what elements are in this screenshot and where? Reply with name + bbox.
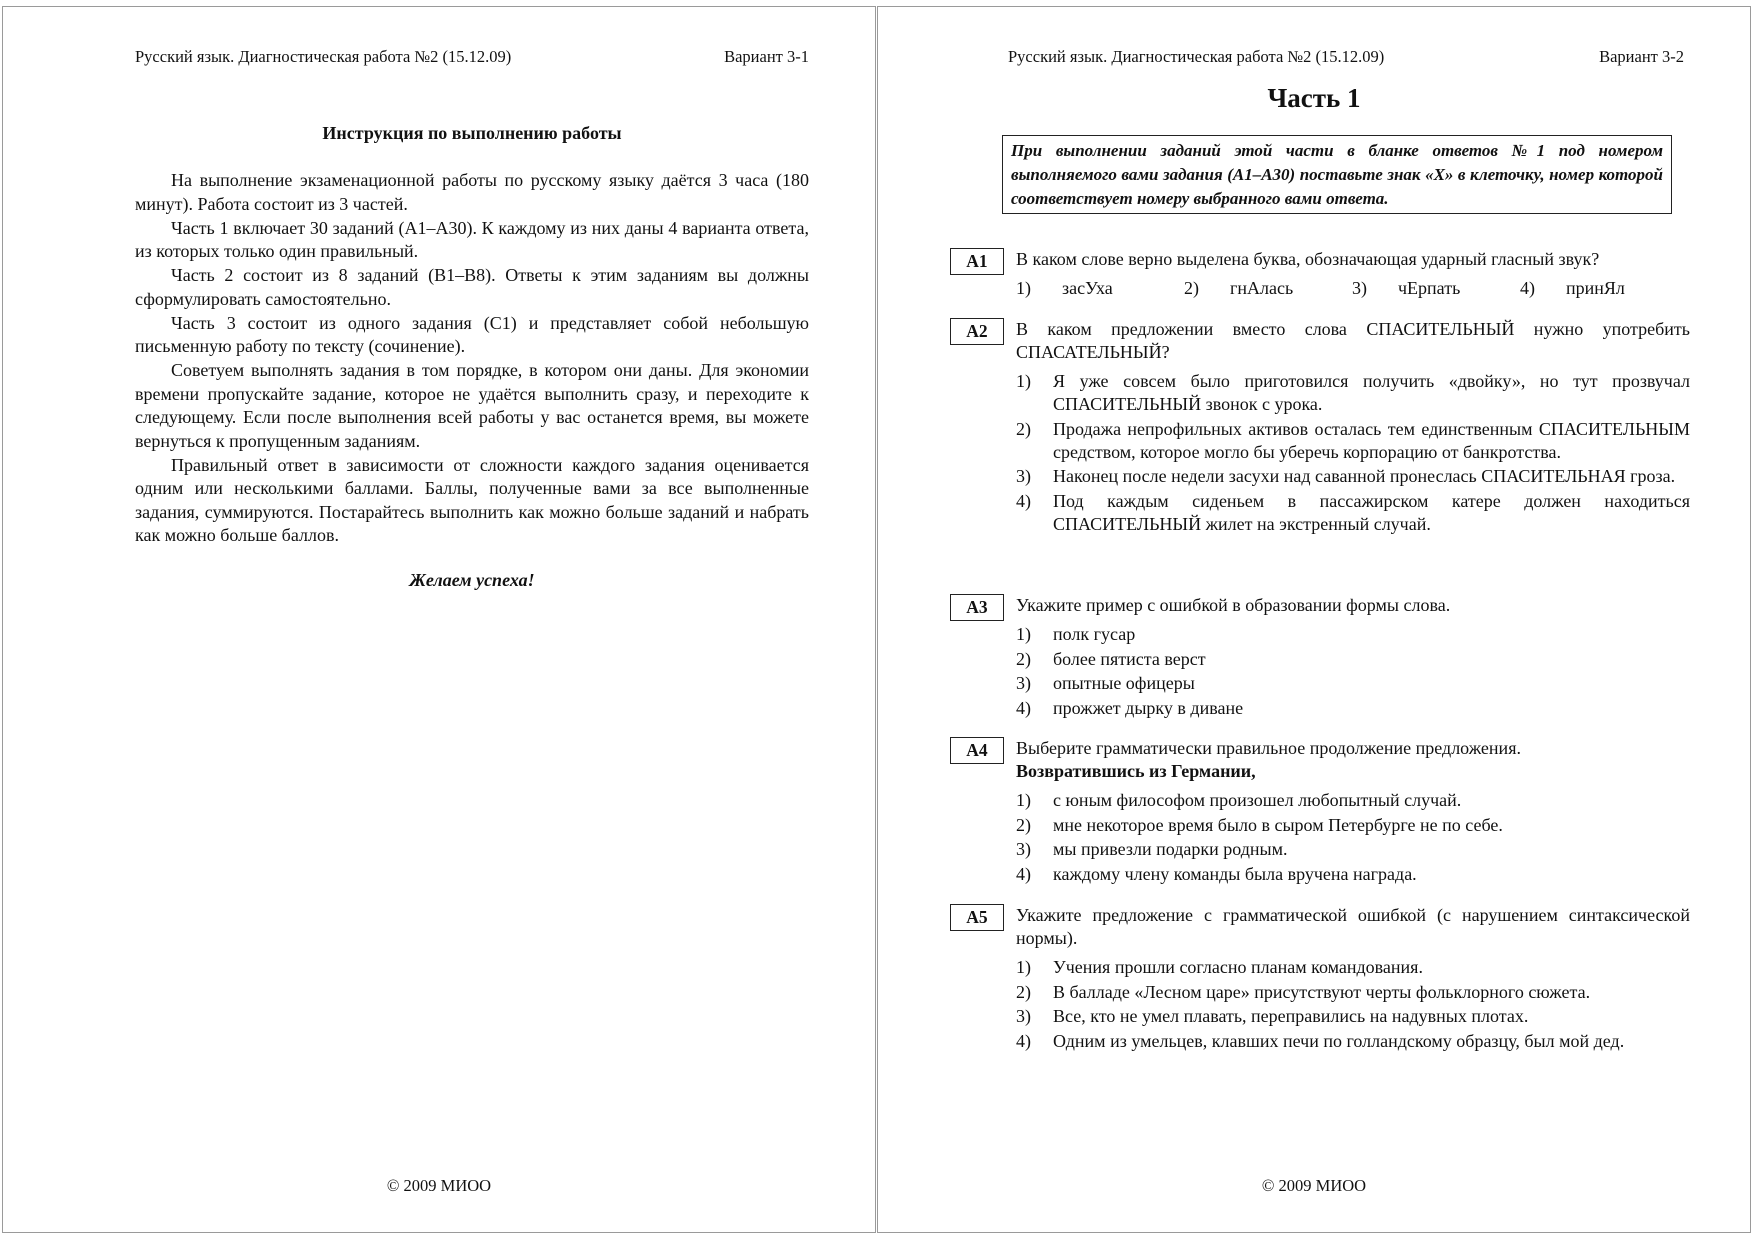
option-text: Под каждым сиденьем в пассажирском катере должен находиться СПАСИТЕЛЬНЫЙ жилет на экстренный случай.	[1053, 490, 1690, 534]
answer-option	[1016, 981, 1690, 1004]
answer-option	[1016, 490, 1690, 536]
option-number: 4)	[1016, 863, 1031, 884]
instructions-body	[135, 169, 809, 548]
answer-option	[1016, 277, 1184, 300]
option-number: 3)	[1016, 673, 1031, 693]
task-label: А5	[950, 904, 1004, 931]
answer-option	[1016, 370, 1690, 416]
option-text: мне некоторое время было в сыром Петербурге не по себе.	[1053, 814, 1503, 835]
option-text: засУха	[1062, 278, 1113, 298]
task-a2	[950, 318, 1690, 537]
task-sentence-start: Возвратившись из Германии,	[1016, 761, 1256, 781]
answer-option	[1016, 956, 1690, 979]
option-text: гнАлась	[1230, 278, 1294, 298]
task-a3	[950, 594, 1690, 721]
option-number: 2)	[1184, 278, 1199, 298]
task-label: А1	[950, 248, 1004, 275]
option-number: 2)	[1016, 648, 1031, 669]
answer-options	[1016, 956, 1690, 1053]
answer-option	[1016, 672, 1690, 695]
instructions-paragraph: Часть 3 состоит из одного задания (С1) и представляет собой небольшую письменную работу по тексту (сочинение).	[135, 312, 809, 356]
option-number: 2)	[1016, 814, 1031, 835]
instructions-paragraph: Часть 1 включает 30 заданий (А1–А30). К каждому из них даны 4 варианта ответа, из которых только один правильный.	[135, 217, 809, 261]
answer-option	[1520, 277, 1688, 300]
header-title: Русский язык. Диагностическая работа №2 (15.12.09)	[1008, 47, 1385, 66]
option-number: 1)	[1016, 957, 1031, 977]
answer-options	[1016, 277, 1690, 300]
option-number: 3)	[1016, 1006, 1031, 1026]
answer-options	[1016, 370, 1690, 536]
option-text: Учения прошли согласно планам командования.	[1053, 957, 1423, 977]
option-text: Все, кто не умел плавать, переправились на надувных плотах.	[1053, 1006, 1529, 1026]
option-number: 3)	[1016, 466, 1031, 486]
option-number: 1)	[1016, 790, 1031, 810]
task-question: Выберите грамматически правильное продолжение предложения.	[1016, 738, 1521, 758]
option-number: 4)	[1016, 697, 1031, 718]
option-number: 1)	[1016, 371, 1031, 391]
option-text: опытные офицеры	[1053, 673, 1195, 693]
page-header	[1008, 47, 1684, 67]
page-footer: © 2009 МИОО	[386, 1176, 492, 1195]
answer-option	[1016, 863, 1690, 886]
answer-option	[1016, 697, 1690, 720]
option-text: чЕрпать	[1398, 278, 1461, 298]
option-number: 4)	[1520, 278, 1535, 298]
answer-option	[1016, 418, 1690, 464]
header-variant: Вариант 3-2	[1599, 47, 1684, 66]
good-luck-wish: Желаем успеха!	[409, 570, 535, 590]
instructions-paragraph: Часть 2 состоит из 8 заданий (В1–В8). Ответы к этим заданиям вы должны сформулировать самостоятельно.	[135, 265, 809, 309]
task-a1	[950, 248, 1690, 300]
page-right	[877, 6, 1751, 1233]
answer-option	[1016, 465, 1690, 488]
page-header	[135, 47, 809, 67]
option-number: 1)	[1016, 278, 1031, 298]
answer-option	[1016, 789, 1690, 812]
option-number: 3)	[1016, 839, 1031, 859]
option-text: прожжет дырку в диване	[1053, 697, 1244, 718]
answer-option	[1016, 838, 1690, 861]
answer-option	[1184, 277, 1352, 300]
instructions-title: Инструкция по выполнению работы	[322, 123, 622, 143]
header-variant: Вариант 3-1	[724, 47, 809, 66]
option-text: Одним из умельцев, клавших печи по голландскому образцу, был мой дед.	[1053, 1030, 1625, 1051]
answer-option	[1016, 814, 1690, 837]
option-text: Продажа непрофильных активов осталась тем единственным СПАСИТЕЛЬНЫМ средством, которое могло бы уберечь корпорацию от банкротства.	[1053, 418, 1690, 462]
task-label: А4	[950, 737, 1004, 764]
answer-option	[1016, 1030, 1690, 1053]
instructions-paragraph: Правильный ответ в зависимости от сложности каждого задания оценивается одним или несколькими баллами. Баллы, полученные вами за все выполненные задания, суммируются. Постарайтесь выполнить как можно больше заданий и набрать как можно больше баллов.	[135, 454, 809, 545]
option-number: 4)	[1016, 490, 1031, 511]
task-a5	[950, 904, 1690, 1054]
page-footer: © 2009 МИОО	[1261, 1176, 1367, 1195]
task-question: Укажите предложение с грамматической ошибкой (с нарушением синтаксической нормы).	[1016, 905, 1690, 948]
task-label: А2	[950, 318, 1004, 345]
option-number: 1)	[1016, 624, 1031, 644]
option-number: 3)	[1352, 278, 1367, 298]
task-question: В каком предложении вместо слова СПАСИТЕЛЬНЫЙ нужно употребить СПАСАТЕЛЬНЫЙ?	[1016, 319, 1690, 362]
instructions-paragraph: На выполнение экзаменационной работы по русскому языку даётся 3 часа (180 минут). Работа состоит из 3 частей.	[135, 170, 809, 214]
answer-options	[1016, 789, 1690, 886]
answer-option	[1352, 277, 1520, 300]
answer-options	[1016, 623, 1690, 720]
task-label: А3	[950, 594, 1004, 621]
answer-option	[1016, 648, 1690, 671]
option-number: 4)	[1016, 1030, 1031, 1051]
option-text: принЯл	[1566, 278, 1625, 298]
answer-option	[1016, 623, 1690, 646]
page-left	[2, 6, 876, 1233]
header-title: Русский язык. Диагностическая работа №2 (15.12.09)	[135, 47, 512, 66]
option-text: Наконец после недели засухи над саванной пронеслась СПАСИТЕЛЬНАЯ гроза.	[1053, 466, 1676, 486]
task-question: В каком слове верно выделена буква, обозначающая ударный гласный звук?	[1016, 249, 1600, 269]
task-a4	[950, 737, 1690, 887]
option-text: каждому члену команды была вручена награда.	[1053, 863, 1417, 884]
part-title: Часть 1	[1267, 83, 1361, 113]
option-text: Я уже совсем было приготовился получить «двойку», но тут прозвучал СПАСИТЕЛЬНЫЙ звонок с урока.	[1053, 371, 1690, 414]
option-text: более пятиста верст	[1053, 648, 1206, 669]
option-text: с юным философом произошел любопытный случай.	[1053, 790, 1462, 810]
task-question: Укажите пример с ошибкой в образовании формы слова.	[1016, 595, 1451, 615]
option-text: В балладе «Лесном царе» присутствуют черты фольклорного сюжета.	[1053, 981, 1591, 1002]
option-text: мы привезли подарки родным.	[1053, 839, 1288, 859]
part-notice-box: При выполнении заданий этой части в бланке ответов №1 под номером выполняемого вами задания (А1–А30) поставьте знак «X» в клеточку, номер которой соответствует номеру выбранного вами ответа.	[1002, 135, 1672, 214]
answer-option	[1016, 1005, 1690, 1028]
option-number: 2)	[1016, 981, 1031, 1002]
option-number: 2)	[1016, 418, 1031, 439]
instructions-paragraph: Советуем выполнять задания в том порядке, в котором они даны. Для экономии времени пропускайте задание, которое не удаётся выполнить сразу, и переходите к следующему. Если после выполнения всей работы у вас останется время, вы можете вернуться к пропущенным заданиям.	[135, 360, 809, 451]
option-text: полк гусар	[1053, 624, 1136, 644]
